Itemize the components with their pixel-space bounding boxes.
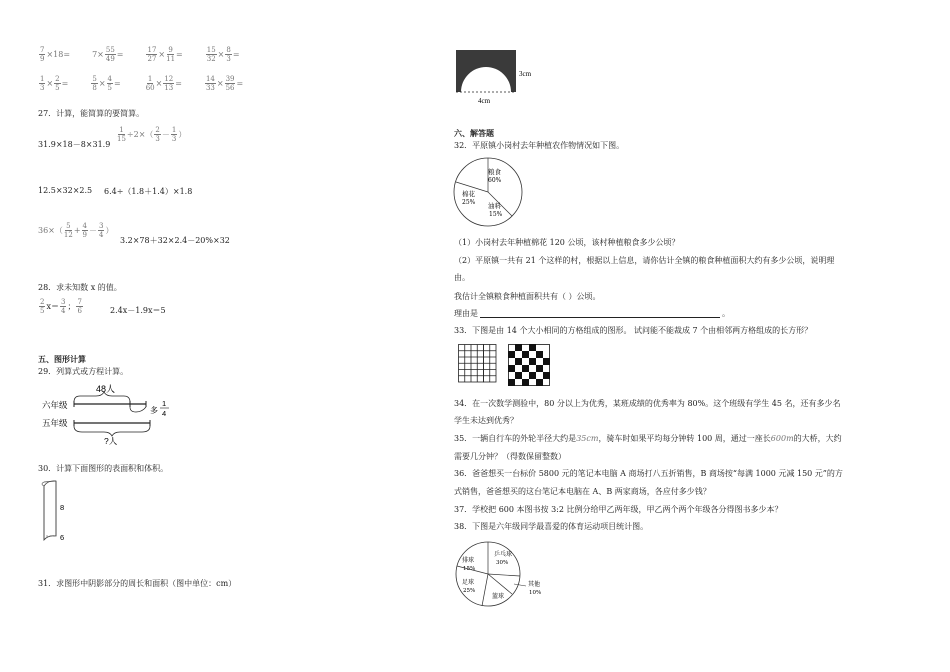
q38-pie-chart — [452, 540, 552, 608]
q27-expr-e: 36×（ $\frac{5}{12}$ + $\frac{4}{9}$ － $\frac{3}{4}$ ） — [38, 222, 114, 239]
q27-expr-a: 31.9×18－8×31.9 — [38, 140, 111, 149]
q33-checkered-grid — [508, 344, 550, 386]
fraction: $\frac{55}{49}$ — [105, 46, 115, 63]
question-32: 32．平原镇小岗村去年种植农作物情况如下图。 — [454, 141, 625, 150]
q29-question-label: ?人 — [104, 436, 118, 446]
fraction-row-2: $\frac{1}{3}$ × $\frac{2}{5}$ = $\frac{5}{8}$ × $\frac{4}{5}$ = $\frac{1}{60}$ × $\frac{12}{13}$ = $\frac{14}{33}$ × $\frac{39}{56}$ = — [40, 75, 244, 92]
question-29: 29．列算式或方程计算。 — [38, 367, 129, 376]
q27-expr-c: 12.5×32×2.5 — [38, 186, 93, 195]
question-38: 38．下图是六年级同学最喜爱的体育运动项目统计图。 — [454, 522, 649, 531]
q32-part-1: （1）小岗村去年种植棉花 120 公顷，该村种植粮食多少公顷？ — [454, 238, 680, 247]
diameter-label: 6 — [60, 533, 65, 542]
question-28: 28．求未知数 x 的值。 — [38, 283, 122, 292]
question-36b: 式销售，爸爸想买的这台笔记本电脑在 A、B 两家商场，各应付多少钱？ — [454, 487, 711, 496]
section-6-heading: 六、解答题 — [454, 128, 494, 138]
q28-eq-a: $\frac{2}{5}$ x＝ $\frac{3}{4}$ ； $\frac{7}{6}$ — [40, 298, 82, 315]
pie-label-volleyball: 排球 — [462, 557, 475, 564]
pie-label-cotton: 棉花 — [462, 190, 475, 198]
pie-label-oil: 油料 — [488, 202, 501, 210]
q29-bar-diagram — [38, 380, 178, 446]
more-brace — [130, 407, 146, 412]
q29-top-label: 48人 — [96, 384, 116, 394]
question-34b: 学生未达到优秀？ — [454, 416, 518, 425]
q32-part-2b: 由。 — [454, 273, 470, 282]
curved-face — [44, 481, 56, 540]
section-5-heading: 五、图形计算 — [38, 354, 86, 364]
fraction: $\frac{17}{27}$ — [147, 46, 157, 63]
q29-more-label: 多 — [150, 406, 158, 415]
answer-blank[interactable] — [480, 309, 720, 318]
pie-pct-grain: 60% — [488, 177, 502, 184]
pie-pct-other: 10% — [529, 590, 542, 596]
question-37: 37．学校把 600 本图书按 3:2 比例分给甲乙两年级，甲乙两个两个年级各分得图书多少本？ — [454, 505, 783, 514]
question-35a: 35．一辆自行车的外轮半径大约是 35cm ，骑车时如果平均每分钟转 100 周，通过一座长 600m 的大桥，大约 — [454, 434, 842, 443]
pie-label-football: 足球 — [462, 579, 475, 586]
q27-expr-b: $\frac{1}{15}$ ÷2×（ $\frac{2}{3}$ － $\frac{1}{3}$ ） — [117, 126, 187, 143]
q28-eq-b: 2.4x－1.9x＝5 — [110, 306, 166, 315]
bottom-brace — [74, 426, 150, 436]
width-label: 4cm — [478, 97, 491, 105]
fraction: $\frac{15}{32}$ — [206, 46, 216, 63]
q29-frac-n: 1 — [162, 399, 167, 408]
pie-pct-volleyball: 15% — [463, 566, 476, 572]
q32-pie-chart — [452, 156, 524, 228]
pie-pct-oil: 15% — [489, 211, 503, 218]
q32-reason-line: 理由是 。 — [454, 309, 730, 318]
pie-pct-pingpong: 30% — [496, 560, 509, 566]
pie-label-other: 其他 — [528, 581, 541, 588]
question-34a: 34．在一次数学测验中，80 分以上为优秀，某班成绩的优秀率为 80%。这个班级有学生 45 名，还有多少名 — [454, 399, 841, 408]
question-30: 30．计算下面图形的表面积和体积。 — [38, 464, 169, 473]
question-36a: 36．爸爸想买一台标价 5800 元的笔记本电脑 A 商场打八五折销售，B 商场按“每满 1000 元减 150 元”的方 — [454, 469, 843, 478]
fraction: $\frac{9}{11}$ — [166, 46, 176, 63]
q27-expr-f: 3.2×78＋32×2.4－20%×32 — [120, 236, 230, 245]
pie-label-basketball: 篮球 — [492, 593, 505, 600]
pie-pct-cotton: 25% — [462, 199, 476, 206]
pie-label-pingpong: 乒乓球 — [494, 551, 513, 558]
q33-plain-grid — [458, 344, 498, 384]
fraction: $\frac{8}{3}$ — [226, 46, 231, 63]
q27-expr-d: 6.4÷（1.8＋1.4）×1.8 — [104, 187, 193, 196]
q29-grade5-label: 五年级 — [42, 418, 68, 428]
fraction: $\frac{7}{9}$ — [40, 46, 45, 63]
pie-pct-football: 25% — [463, 588, 476, 594]
q29-grade6-label: 六年级 — [42, 400, 68, 410]
question-31: 31．求图形中阴影部分的周长和面积（图中单位：cm） — [38, 579, 237, 588]
height-label: 3cm — [519, 70, 532, 78]
q32-part-2a: （2）平原镇一共有 21 个这样的村，根据以上信息，请你估计全镇的粮食种植面积大约有多少公顷，说明理 — [454, 256, 835, 265]
q31-shaded-figure — [454, 48, 544, 106]
height-label: 8 — [60, 503, 65, 512]
q32-estimate-line: 我估计全镇粮食种植面积共有（ ）公顷。 — [454, 292, 601, 301]
fraction-row-1: $\frac{7}{9}$ × 18 = 7 × $\frac{55}{49}$ = $\frac{17}{27}$ × $\frac{9}{11}$ = $\frac{15}{32}$ × $\frac{8}{3}$ = — [40, 46, 240, 63]
pie-label-grain: 粮食 — [488, 168, 501, 176]
question-27: 27．计算，能简算的要简算。 — [38, 109, 145, 118]
q29-frac-d: 4 — [162, 409, 167, 418]
question-33: 33．下图是由 14 个大小相同的方格组成的图形。 试问能不能裁成 7 个由相邻两方格组成的长方形？ — [454, 326, 813, 335]
q30-half-cylinder-figure — [38, 478, 78, 546]
question-35b: 需要几分钟？（得数保留整数） — [454, 452, 566, 461]
shaded-region — [456, 50, 516, 92]
